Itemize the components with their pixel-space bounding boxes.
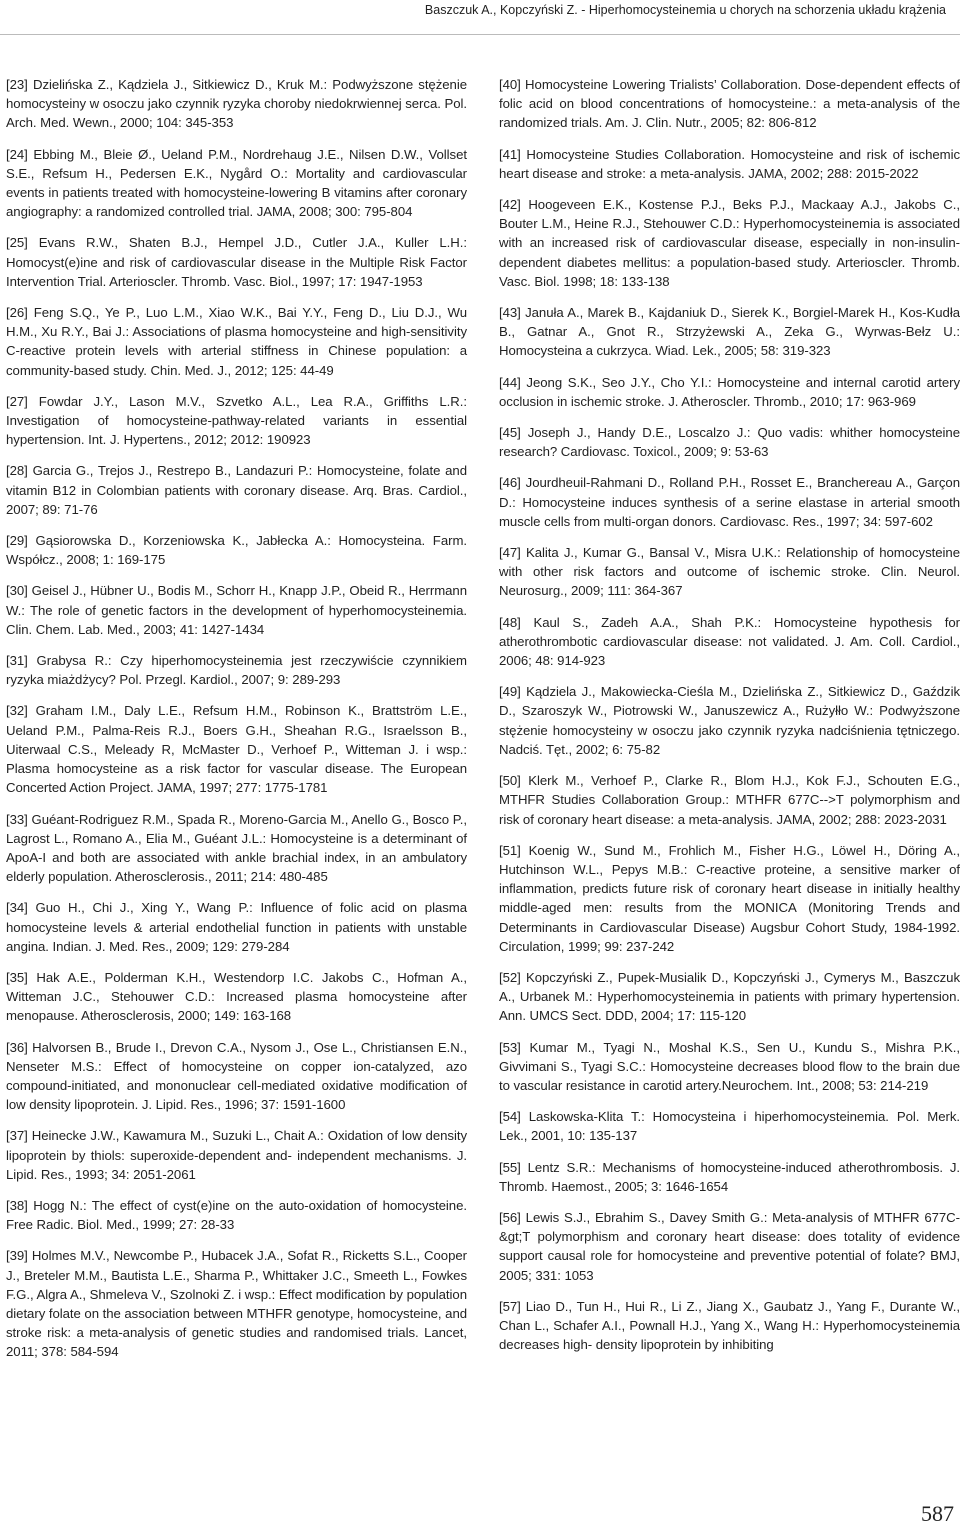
reference-25: [25] Evans R.W., Shaten B.J., Hempel J.D., Cutler J.A., Kuller L.H.: Homocyst(e)ine and risk of cardiovascular disease in the Multiple Risk Factor Intervention Trial. Arterioscler. Thromb. Vasc. Biol., 1997; 17: 1947-1953 <box>6 235 467 289</box>
references-left-column <box>6 75 467 1374</box>
reference-49: [49] Kądziela J., Makowiecka-Cieśla M., Dzielińska Z., Sitkiewicz D., Gaździk D., Szaroszyk W., Piotrowski W., Januszewicz A., Rużyłło W.: Podwyższone stężenie homocysteiny w osoczu jako czynnik ryzyka nadciśnienia tętniczego. Nadciś. Tęt., 2002; 6: 75-82 <box>499 684 960 757</box>
reference-36: [36] Halvorsen B., Brude I., Drevon C.A., Nysom J., Ose L., Christiansen E.N., Nenseter M.S.: Effect of homocysteine on copper ion-catalyzed, azo compound-initiated, and mononuclear cell-mediated oxidative modification of low density lipoprotein. J. Lipid. Res., 1996; 37: 1591-1600 <box>6 1039 467 1113</box>
reference-34: [34] Guo H., Chi J., Xing Y., Wang P.: Influence of folic acid on plasma homocysteine levels & arterial endothelial function in patients with unstable angina. Indian. J. Med. Res., 2009; 129: 279-284 <box>6 900 467 954</box>
reference-35: [35] Hak A.E., Polderman K.H., Westendorp I.C. Jakobs C., Hofman A., Witteman J.C., Stehouwer C.D.: Increased plasma homocysteine after menopause. Atherosclerosis, 2000; 149: 163-168 <box>6 969 467 1024</box>
reference-45: [45] Joseph J., Handy D.E., Loscalzo J.: Quo vadis: whither homocysteine research? Cardiovasc. Toxicol., 2009; 9: 53-63 <box>499 425 960 460</box>
reference-33: [33] Guéant-Rodriguez R.M., Spada R., Moreno-Garcia M., Anello G., Bosco P., Lagrost L., Romano A., Elia M., Guéant J.L.: Homocysteine is a determinant of ApoA-I and both are associated with ankle brachial index, in an ambulatory elderly population. Atherosclerosis., 2011; 214: 480-485 <box>6 811 467 885</box>
reference-46: [46] Jourdheuil-Rahmani D., Rolland P.H., Rosset E., Branchereau A., Garçon D.: Homocysteine induces synthesis of a serine elastase in arterial smooth muscle cells from multi-organ donors. Cardiovasc. Res., 1997; 34: 597-602 <box>499 475 960 529</box>
reference-52: [52] Kopczyński Z., Pupek-Musialik D., Kopczyński J., Cymerys M., Baszczuk A., Urbanek M.: Hyperhomocysteinemia in patients with primary hypertension. Ann. UMCS Sect. DDD, 2004; 17: 115-120 <box>499 969 960 1024</box>
reference-42: [42] Hoogeveen E.K., Kostense P.J., Beks P.J., Mackaay A.J., Jakobs C., Bouter L.M., Heine R.J., Stehouwer C.D.: Hyperhomocysteinemia is associated with an increased risk of cardiovascular disease, especially in non-insulin-dependent diabetes mellitus: a population-based study. Arterioscler. Thromb. Vasc. Biol. 1998; 18: 133-138 <box>499 197 960 289</box>
reference-37: [37] Heinecke J.W., Kawamura M., Suzuki L., Chait A.: Oxidation of low density lipoprotein by thiols: superoxide-dependent and- independent mechanisms. J. Lipid. Res., 1993; 34: 2051-2061 <box>6 1128 467 1182</box>
reference-23: [23] Dzielińska Z., Kądziela J., Sitkiewicz D., Kruk M.: Podwyższone stężenie homocysteiny w osoczu jako czynnik ryzyka choroby niedokrwiennej serca. Pol. Arch. Med. Wewn., 2000; 104: 345-353 <box>6 77 467 131</box>
reference-55: [55] Lentz S.R.: Mechanisms of homocysteine-induced atherothrombosis. J. Thromb. Haemost., 2005; 3: 1646-1654 <box>499 1159 960 1194</box>
reference-39: [39] Holmes M.V., Newcombe P., Hubacek J.A., Sofat R., Ricketts S.L., Cooper J., Breteler M.M., Bautista L.E., Sharma P., Whittaker J.C., Smeeth L., Fowkes F.G., Algra A., Shmeleva V., Szolnoki Z. i wsp.: Effect modification by population dietary folate on the association between MTHFR genotype, homocysteine, and stroke risk: a meta-analysis of genetic studies and randomised trials. Lancet, 2011; 378: 584-594 <box>6 1248 468 1360</box>
references-right-column <box>499 75 960 1366</box>
reference-31: [31] Grabysa R.: Czy hiperhomocysteinemia jest rzeczywiście czynnikiem ryzyka miażdżycy? Pol. Przegl. Kardiol., 2007; 9: 289-293 <box>6 653 467 688</box>
running-title: Baszczuk A., Kopczyński Z. - Hiperhomocysteinemia u chorych na schorzenia układu krążenia <box>424 3 946 17</box>
reference-38: [38] Hogg N.: The effect of cyst(e)ine on the auto-oxidation of homocysteine. Free Radic. Biol. Med., 1999; 27: 28-33 <box>6 1197 467 1233</box>
reference-40: [40] Homocysteine Lowering Trialists’ Collaboration. Dose-dependent effects of folic acid on blood concentrations of homocysteine.: a meta-analysis of the randomized trials. Am. J. Clin. Nutr., 2005; 82: 806-812 <box>499 77 960 131</box>
reference-24: [24] Ebbing M., Bleie Ø., Ueland P.M., Nordrehaug J.E., Nilsen D.W., Vollset S.E., Refsum H., Pedersen E.K., Nygård O.: Mortality and cardiovascular events in patients treated with homocysteine-lowering B vitamins after coronary angiography: a randomized controlled trial. JAMA, 2008; 300: 795-804 <box>6 146 467 220</box>
reference-47: [47] Kalita J., Kumar G., Bansal V., Misra U.K.: Relationship of homocysteine with other risk factors and outcome of ischemic stroke. Clin. Neurol. Neurosurg., 2009; 111: 364-367 <box>499 545 960 599</box>
reference-50: [50] Klerk M., Verhoef P., Clarke R., Blom H.J., Kok F.J., Schouten E.G., MTHFR Studies Collaboration Group.: MTHFR 677C-->T polymorphism and risk of coronary heart disease: a meta-analysis. JAMA, 2002; 288: 2023-2031 <box>499 773 960 827</box>
reference-41: [41] Homocysteine Studies Collaboration. Homocysteine and risk of ischemic heart disease and stroke: a meta-analysis. JAMA, 2002; 288: 2015-2022 <box>499 146 960 181</box>
reference-30: [30] Geisel J., Hübner U., Bodis M., Schorr H., Knapp J.P., Obeid R., Herrmann W.: The role of genetic factors in the development of hyperhomocysteinemia. Clin. Chem. Lab. Med., 2003; 41: 1427-1434 <box>6 583 467 637</box>
reference-57: [57] Liao D., Tun H., Hui R., Li Z., Jiang X., Gaubatz J., Yang F., Durante W., Chan L., Schafer A.I., Pownall H.J., Yang X., Wang H.: Hyperhomocysteinemia decreases high- density lipoprotein by inhibiting <box>499 1298 960 1353</box>
reference-26: [26] Feng S.Q., Ye P., Luo L.M., Xiao W.K., Bai Y.Y., Feng D., Liu D.J., Wu H.M., Xu R.Y., Bai J.: Associations of plasma homocysteine and high-sensitivity C-reactive protein levels with arterial stiffness in Chinese population: a community-based study. Chin. Med. J., 2012; 125: 44-49 <box>6 305 467 378</box>
header-rule <box>0 34 960 35</box>
reference-43: [43] Januła A., Marek B., Kajdaniuk D., Sierek K., Borgiel-Marek H., Kos-Kudła B., Gatnar A., Gnot R., Strzyżewski A., Zeka G., Wyrwas-Bełz U.: Homocysteina a cukrzyca. Wiad. Lek., 2005; 58: 319-323 <box>499 305 960 359</box>
reference-32: [32] Graham I.M., Daly L.E., Refsum H.M., Robinson K., Brattström L.E., Ueland P.M., Palma-Reis R.J., Boers G.H., Sheahan R.G., Israelsson B., Uiterwaal C.S., Meleady R, McMaster D., Verhoef P., Witteman J. i wsp.: Plasma homocysteine as a risk factor for vascular disease. The European Concerted Action Project. JAMA, 1997; 277: 1775-1781 <box>6 703 467 796</box>
page-number: 587 <box>921 1501 954 1526</box>
reference-53: [53] Kumar M., Tyagi N., Moshal K.S., Sen U., Kundu S., Mishra P.K., Givvimani S., Tyagi S.C.: Homocysteine decreases blood flow to the brain due to vascular resistance in carotid artery.Neurochem. Int., 2008; 53: 214-219 <box>499 1039 960 1093</box>
reference-51: [51] Koenig W., Sund M., Frohlich M., Fisher H.G., Löwel H., Döring A., Hutchinson W.L., Pepys M.B.: C-reactive proteine, a sensitive marker of inflammation, predicts future risk of coronary heart disease in initially healthy middle-aged men: results from the MONICA (Monitoring Trends and Determinants in Cardiovascular Disease) Augsbur Cohort Study, 1984-1992. Circulation, 1999; 99: 237-242 <box>499 842 960 954</box>
reference-27: [27] Fowdar J.Y., Lason M.V., Szvetko A.L., Lea R.A., Griffiths L.R.: Investigation of homocysteine-pathway-related variants in essential hypertension. Int. J. Hypertens., 2012; 2012: 190923 <box>6 393 467 448</box>
reference-54: [54] Laskowska-Klita T.: Homocysteina i hiperhomocysteinemia. Pol. Merk. Lek., 2001, 10: 135-137 <box>499 1109 960 1144</box>
reference-28: [28] Garcia G., Trejos J., Restrepo B., Landazuri P.: Homocysteine, folate and vitamin B12 in Colombian patients with coronary disease. Arq. Bras. Cardiol., 2007; 89: 71-76 <box>6 463 467 517</box>
reference-29: [29] Gąsiorowska D., Korzeniowska K., Jabłecka A.: Homocysteina. Farm. Współcz., 2008; 1: 169-175 <box>6 533 467 568</box>
reference-48: [48] Kaul S., Zadeh A.A., Shah P.K.: Homocysteine hypothesis for atherothrombotic cardiovascular disease: not validated. J. Am. Coll. Cardiol., 2006; 48: 914-923 <box>499 614 960 669</box>
running-header <box>0 0 960 17</box>
reference-56: [56] Lewis S.J., Ebrahim S., Davey Smith G.: Meta-analysis of MTHFR 677C-&gt;T polymorphism and coronary heart disease: does totality of evidence support causal role for homocysteine and preventive potential of folate? BMJ, 2005; 331: 1053 <box>499 1209 960 1283</box>
reference-44: [44] Jeong S.K., Seo J.Y., Cho Y.I.: Homocysteine and internal carotid artery occlusion in ischemic stroke. J. Atheroscler. Thromb., 2010; 17: 963-969 <box>499 374 960 409</box>
